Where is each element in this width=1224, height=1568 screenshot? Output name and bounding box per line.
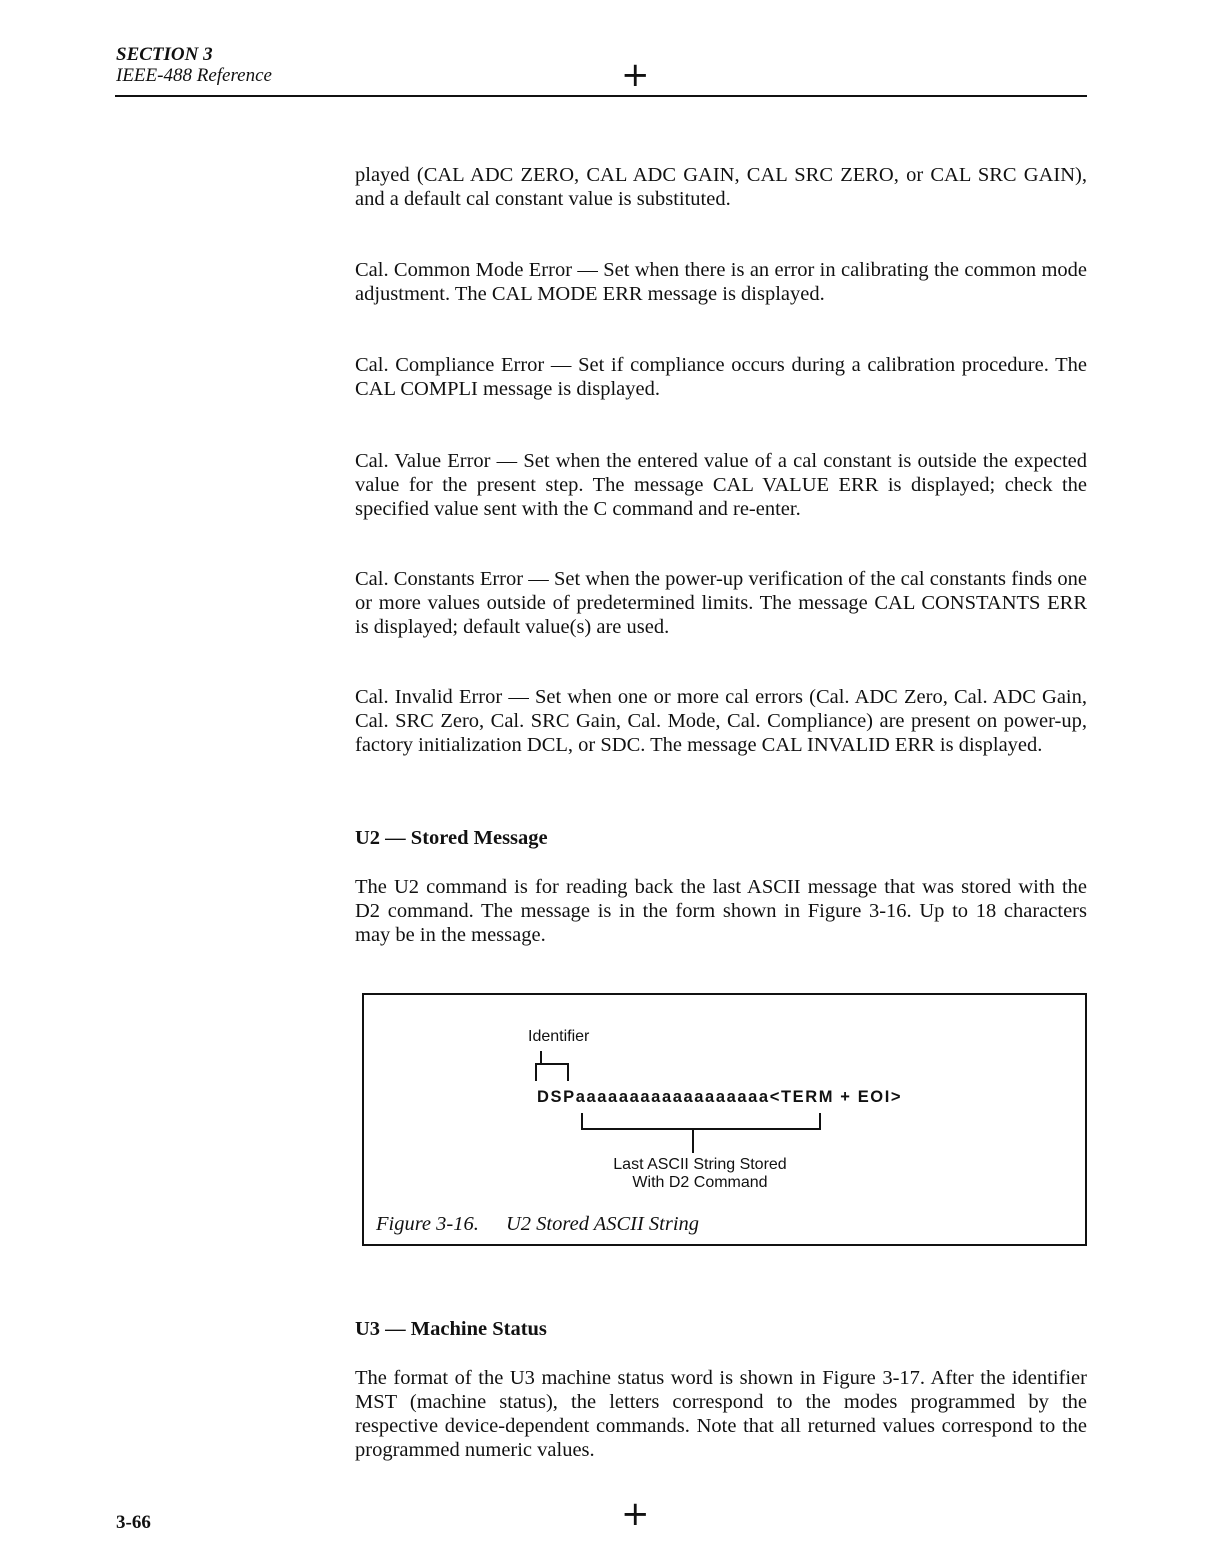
- u3-paragraph: The format of the U3 machine status word is shown in Figure 3-17. After the identifier MST (machine status), the letters correspond to the modes programmed by the respective device-dependent commands. Note that all returned values correspond to the programmed numeric values.: [355, 1367, 1087, 1461]
- section-header: [116, 44, 272, 86]
- paragraph-cal-value-error: Cal. Value Error — Set when the entered value of a cal constant is outside the expected value for the present step. The message CAL VALUE ERR is displayed; check the specified value sent with the C command and re-enter.: [355, 450, 1087, 520]
- figure-caption-title: U2 Stored ASCII String: [506, 1213, 700, 1235]
- paragraph-cal-constants-error: Cal. Constants Error — Set when the power-up verification of the cal constants finds one or more values outside of predetermined limits. The message CAL CONSTANTS ERR is displayed; default value(s) are used.: [355, 568, 1087, 638]
- identifier-label: Identifier: [528, 1028, 590, 1045]
- identifier-bracket: [536, 1064, 568, 1081]
- figure-caption-number: Figure 3-16.: [376, 1213, 479, 1235]
- stored-string-label-line2: With D2 Command: [632, 1174, 768, 1191]
- paragraph-cal-invalid-error: Cal. Invalid Error — Set when one or more cal errors (Cal. ADC Zero, Cal. ADC Gain, Cal. SRC Zero, Cal. SRC Gain, Cal. Mode, Cal. Compliance) are present on power-up, factory initialization DCL, or SDC. The message CAL INVALID ERR is displayed.: [355, 686, 1087, 756]
- page-number: 3-66: [116, 1512, 151, 1533]
- stored-string-label: [610, 1156, 790, 1192]
- section-number: SECTION 3: [116, 44, 213, 65]
- figure-caption: [376, 1213, 699, 1236]
- registration-mark-top: +: [621, 55, 650, 95]
- paragraph-cal-common-mode-error: Cal. Common Mode Error — Set when there is an error in calibrating the common mode adjustment. The CAL MODE ERR message is displayed.: [355, 259, 1087, 305]
- figure-brackets: [364, 995, 1085, 1244]
- header-rule: [115, 95, 1087, 97]
- registration-mark-bottom: +: [621, 1494, 650, 1534]
- section-subtitle: IEEE-488 Reference: [116, 65, 272, 86]
- figure-3-16: [362, 993, 1087, 1246]
- u3-heading: U3 — Machine Status: [355, 1318, 547, 1340]
- string-bracket: [582, 1113, 820, 1129]
- stored-string-label-line1: Last ASCII String Stored: [613, 1156, 787, 1173]
- paragraph-cal-compliance-error: Cal. Compliance Error — Set if compliance occurs during a calibration procedure. The CAL COMPLI message is displayed.: [355, 354, 1087, 400]
- u2-heading: U2 — Stored Message: [355, 827, 548, 849]
- paragraph-continuation: played (CAL ADC ZERO, CAL ADC GAIN, CAL SRC ZERO, or CAL SRC GAIN), and a default cal constant value is substituted.: [355, 164, 1087, 210]
- stored-string: DSPaaaaaaaaaaaaaaaaaa<TERM + EOI>: [537, 1088, 903, 1106]
- u2-paragraph: The U2 command is for reading back the last ASCII message that was stored with the D2 command. The message is in the form shown in Figure 3-16. Up to 18 characters may be in the message.: [355, 876, 1087, 946]
